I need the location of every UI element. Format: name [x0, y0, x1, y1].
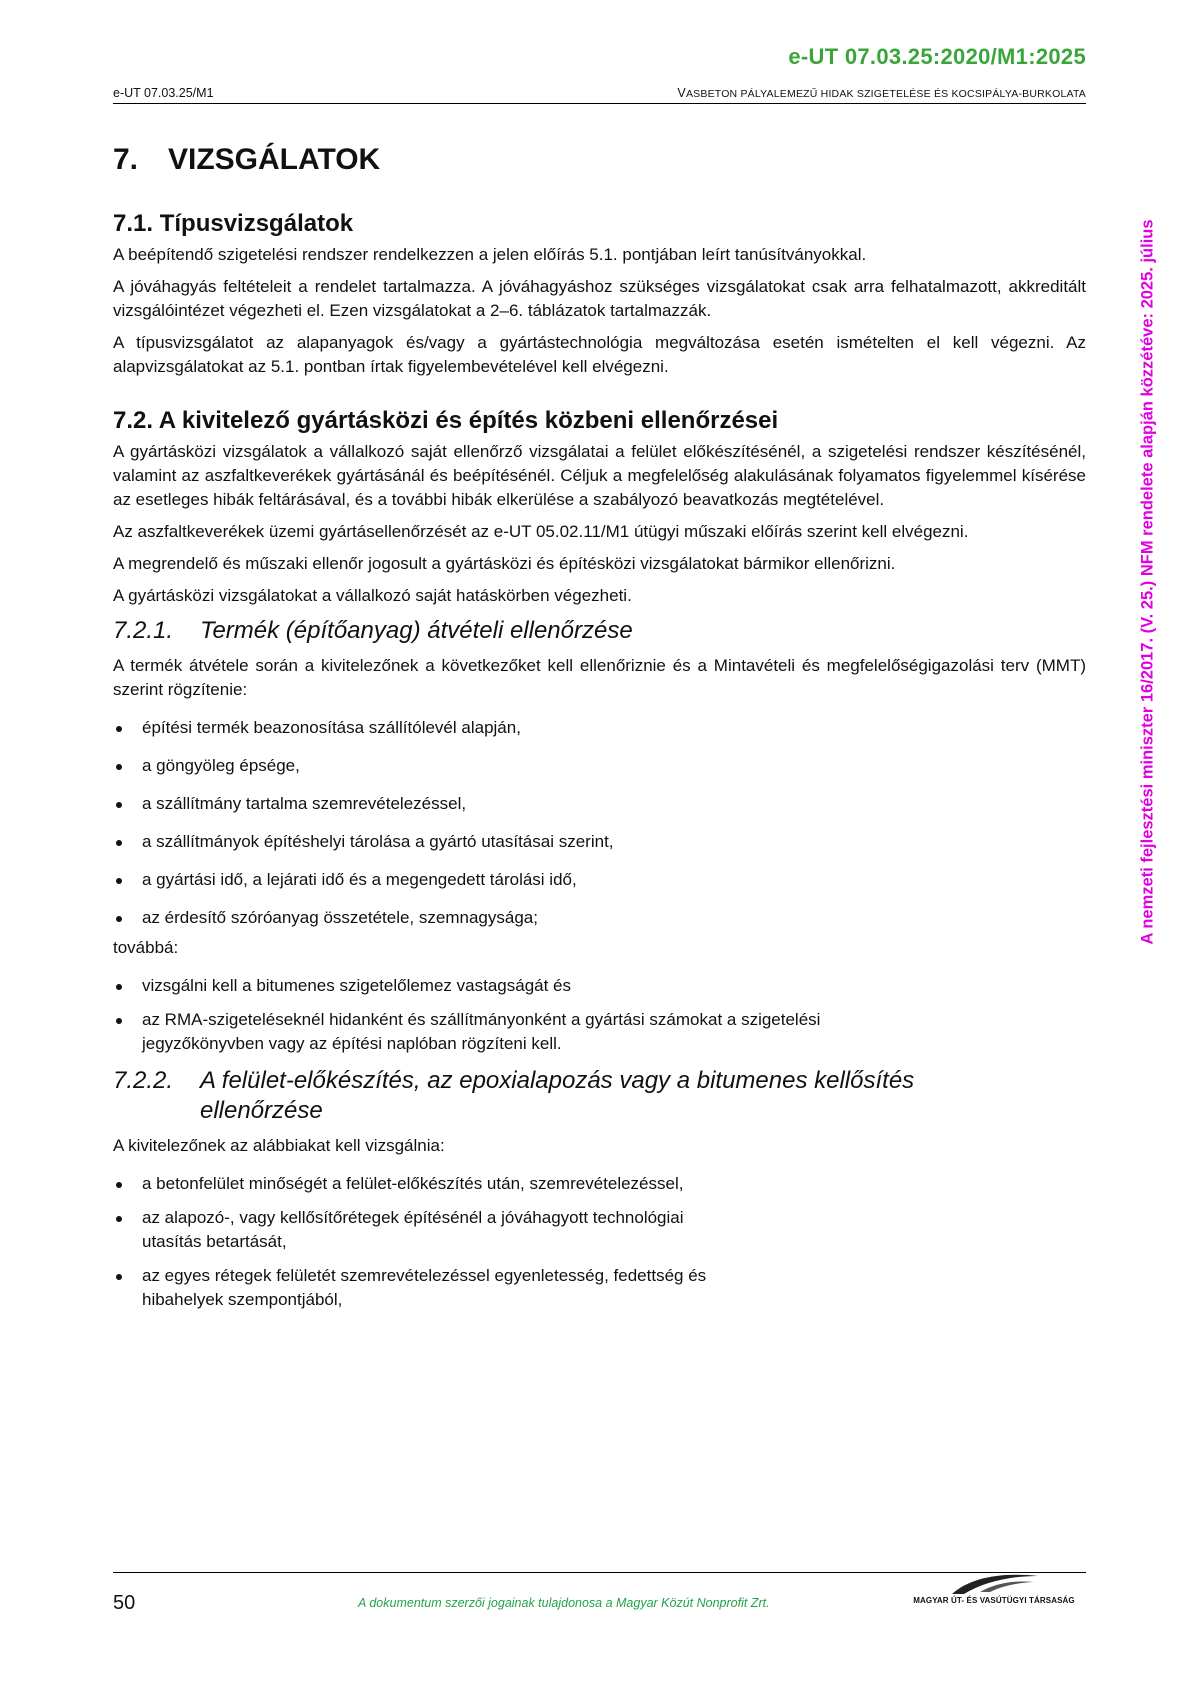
paragraph: A típusvizsgálatot az alapanyagok és/vagy a gyártástechnológia megváltozása esetén ismételten el kell végezni. Az alapvizsgálatokat az 5.1. pontban írtak figyelembevételével kell elvégezni. [113, 333, 1086, 376]
list-item: a göngyöleg épsége, [113, 754, 1086, 778]
chapter-heading [113, 140, 1086, 180]
subsection-number: 7.2.1. [113, 617, 174, 644]
section-7-2-heading: 7.2. A kivitelező gyártásközi és építés közbeni ellenőrzései [113, 407, 779, 434]
paragraph: A megrendelő és műszaki ellenőr jogosult a gyártásközi és építésközi vizsgálatokat bármikor ellenőrizni. [113, 554, 896, 573]
paragraph: A gyártásközi vizsgálatok a vállalkozó saját ellenőrző vizsgálatai a felület előkészítésénél, a szigetelési rendszer készítésénél, valamint az aszfaltkeverékek gyártásánál és beépítésénél. Céljuk a megfelelőség alakulásának folyamatos figyelemmel kísérése az esetleges hibák feltárásával, és a további hibák elkerülése a szabályozó beavatkozás megtételével. [113, 442, 1086, 509]
chapter-number: 7. [113, 143, 139, 176]
paragraph: A beépítendő szigetelési rendszer rendelkezzen a jelen előírás 5.1. pontjában leírt tanúsítványokkal. [113, 245, 867, 264]
list-item: a betonfelület minőségét a felület-előkészítés után, szemrevételezéssel, [113, 1172, 1086, 1196]
list-item: az érdesítő szóróanyag összetétele, szemnagysága; [113, 906, 1086, 930]
subsection-7-2-1-heading [113, 616, 1086, 646]
paragraph: A gyártásközi vizsgálatokat a vállalkozó saját hatáskörben végezheti. [113, 586, 632, 605]
list-item: a szállítmányok építéshelyi tárolása a gyártó utasításai szerint, [113, 830, 1086, 854]
subsection-title: A felület-előkészítés, az epoxialapozás vagy a bitumenes kellősítés ellenőrzése [200, 1067, 915, 1124]
paragraph: továbbá: [113, 938, 179, 957]
bullet-list [113, 974, 1086, 1056]
section-7-1-heading: 7.1. Típusvizsgálatok [113, 210, 354, 237]
page-number: 50 [113, 1592, 136, 1614]
paragraph: Az aszfaltkeverékek üzemi gyártásellenőrzését az e-UT 05.02.11/M1 útügyi műszaki előírás szerint kell elvégezni. [113, 522, 969, 541]
chapter-title: VIZSGÁLATOK [168, 143, 381, 176]
logo-text: MAGYAR ÚT- ÉS VASÚTÜGYI TÁRSASÁG [913, 1596, 1075, 1605]
header-short-code: e-UT 07.03.25/M1 [113, 86, 214, 100]
header-title-rest: ASBETON PÁLYALEMEZŰ HIDAK SZIGETELÉSE ÉS KOCSIPÁLYA-BURKOLATA [685, 88, 1086, 100]
bullet-list [113, 716, 1086, 930]
subsection-number: 7.2.2. [113, 1067, 174, 1094]
list-item: a szállítmány tartalma szemrevételezéssel, [113, 792, 1086, 816]
paragraph: A jóváhagyás feltételeit a rendelet tartalmazza. A jóváhagyáshoz szükséges vizsgálatokat csak arra felhatalmazott, akkreditált vizsgálóintézet végezheti el. Ezen vizsgálatokat a 2–6. táblázatok tartalmazzák. [113, 277, 1086, 320]
list-item: az egyes rétegek felületét szemrevételezéssel egyenletesség, fedettség és hibahelyek szempontjából, [113, 1264, 762, 1312]
list-item: az alapozó-, vagy kellősítőrétegek építésénél a jóváhagyott technológiai utasítás betartását, [113, 1206, 722, 1254]
logo-swoosh-icon [950, 1570, 1040, 1596]
paragraph: A kivitelezőnek az alábbiakat kell vizsgálnia: [113, 1136, 445, 1155]
copyright-notice: A dokumentum szerzői jogainak tulajdonosa a Magyar Közút Nonprofit Zrt. [358, 1596, 770, 1610]
paragraph: A termék átvétele során a kivitelezőnek a következőket kell ellenőriznie és a Mintavételi és megfelelőségigazolási terv (MMT) szerint rögzítenie: [113, 656, 1086, 699]
document-code: e-UT 07.03.25:2020/M1:2025 [788, 44, 1086, 69]
subsection-7-2-2-heading [113, 1066, 1086, 1126]
bullet-list [113, 1172, 1086, 1312]
header-divider [113, 103, 1086, 104]
header-title [677, 86, 1086, 100]
subsection-title: Termék (építőanyag) átvételi ellenőrzése [200, 617, 633, 644]
list-item: vizsgálni kell a bitumenes szigetelőlemez vastagságát és [113, 974, 1086, 998]
list-item: a gyártási idő, a lejárati idő és a megengedett tárolási idő, [113, 868, 1086, 892]
list-item: építési termék beazonosítása szállítólevél alapján, [113, 716, 1086, 740]
society-logo [904, 1566, 1084, 1612]
page-content [113, 140, 1086, 1322]
header-title-initial: V [677, 86, 686, 100]
list-item: az RMA-szigeteléseknél hidanként és szállítmányonként a gyártási számokat a szigetelési jegyzőkönyvben vagy az építési naplóban rögzíteni kell. [113, 1008, 902, 1056]
publication-side-note: A nemzeti fejlesztési miniszter 16/2017. (V. 25.) NFM rendelete alapján közzétéve: 2025. július [1138, 219, 1157, 945]
